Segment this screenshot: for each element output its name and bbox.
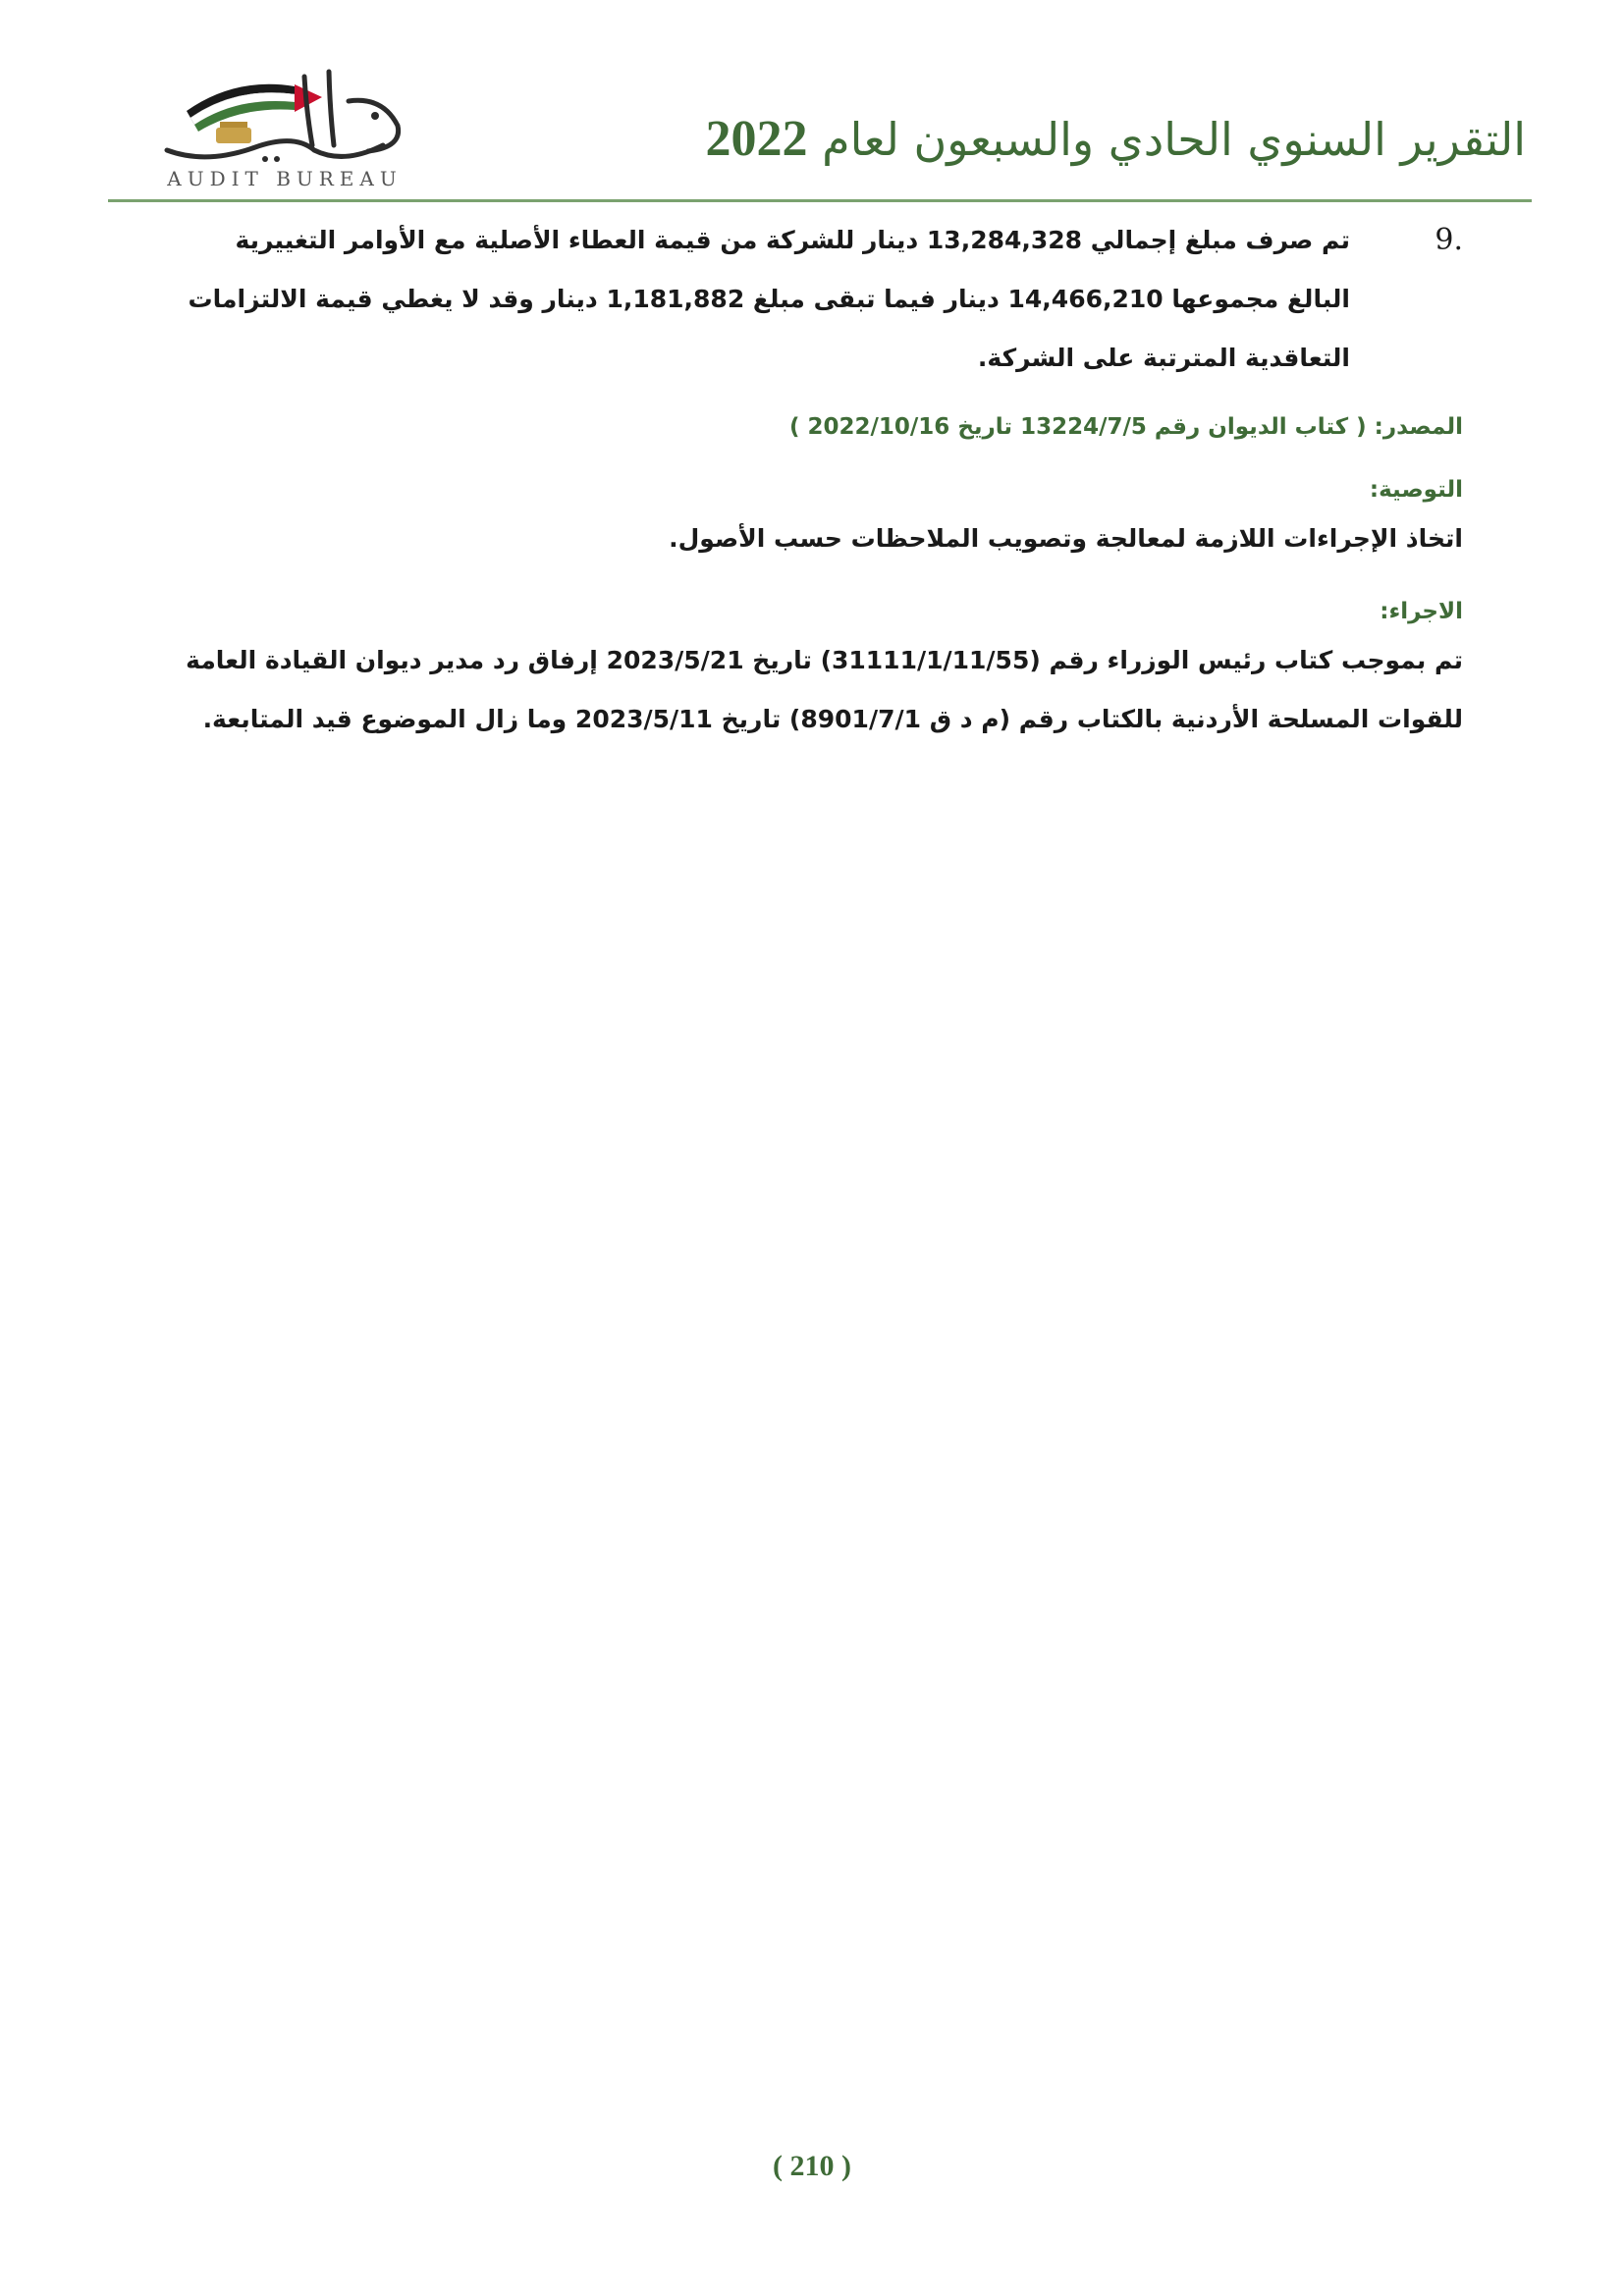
item-number: .9	[1435, 223, 1463, 257]
finding-item-9	[172, 211, 1463, 388]
page-number: ( 210 )	[773, 2150, 851, 2182]
report-title	[706, 110, 1526, 168]
report-title-text: التقرير السنوي الحادي والسبعون لعام	[807, 113, 1526, 166]
source-reference: المصدر: ( كتاب الديوان رقم 13224/7/5 تاريخ 2022/10/16 )	[788, 414, 1463, 440]
action-heading: الاجراء:	[1380, 599, 1463, 624]
item-9-text: تم صرف مبلغ إجمالي 13,284,328 دينار للشركة من قيمة العطاء الأصلية مع الأوامر التغييرية البالغ مجموعها 14,466,210 دينار فيما تبقى مبلغ 1,181,882 دينار وقد لا يغطي قيمة الالتزامات التعاقدية المترتبة على الشركة.	[188, 226, 1350, 372]
logo-calligraphy-icon	[147, 57, 422, 170]
page-content	[167, 211, 1463, 749]
recommendation-text: اتخاذ الإجراءات اللازمة لمعالجة وتصويب الملاحظات حسب الأصول.	[669, 524, 1463, 553]
logo-caption: AUDIT BUREAU	[167, 167, 403, 190]
audit-bureau-logo	[147, 57, 422, 194]
recommendation-heading: التوصية:	[1369, 477, 1463, 503]
action-text: تم بموجب كتاب رئيس الوزراء رقم (31111/1/11/55) تاريخ 2023/5/21 إرفاق رد مدير ديوان القيادة العامة للقوات المسلحة الأردنية بالكتاب رقم (م د ق 8901/7/1) تاريخ 2023/5/11 وما زال الموضوع قيد المتابعة.	[186, 646, 1463, 733]
header-divider	[108, 199, 1532, 202]
page-header	[0, 0, 1624, 206]
report-title-year: 2022	[705, 111, 808, 167]
